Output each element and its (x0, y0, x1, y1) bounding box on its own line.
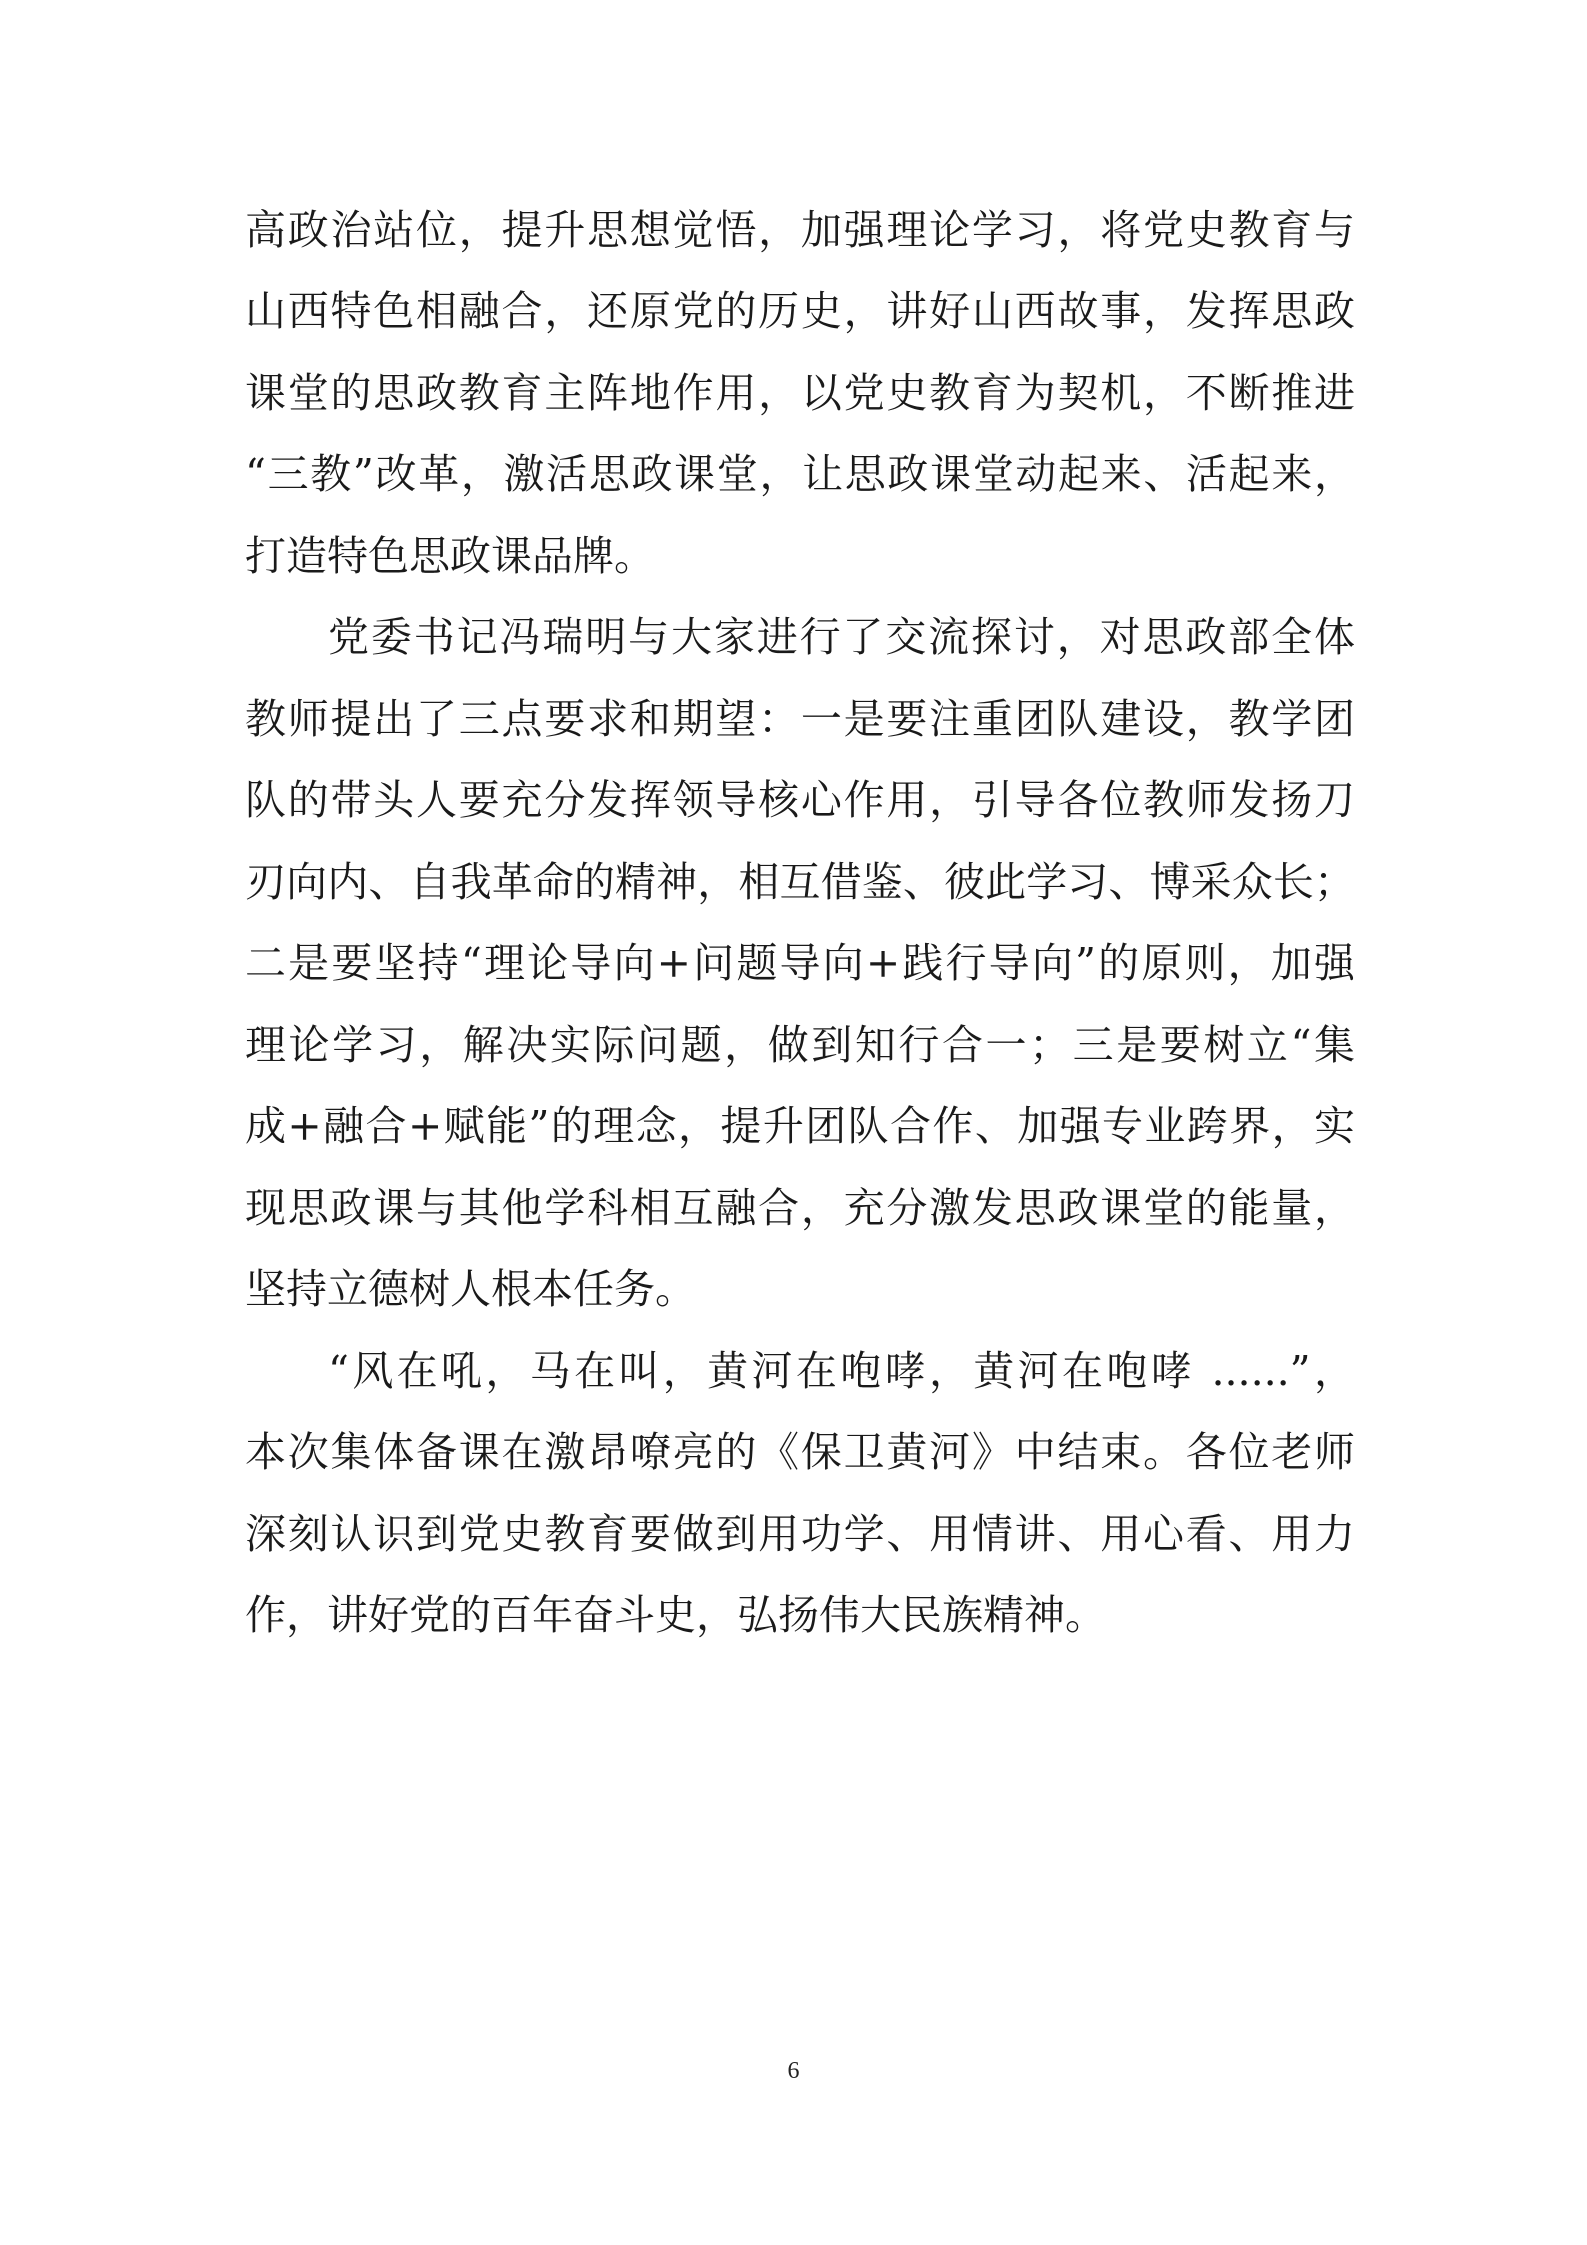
text-line: 刃向内、自我革命的精神，相互借鉴、彼此学习、博采众长； (245, 858, 1355, 906)
text-line: “三教”改革，激活思政课堂，让思政课堂动起来、活起来， (245, 450, 1355, 498)
text-line: 作，讲好党的百年奋斗史，弘扬伟大民族精神。 (245, 1591, 1106, 1639)
text-line: “风在吼，马在叫，黄河在咆哮，黄河在咆哮 ......”， (328, 1347, 1355, 1395)
text-line: 深刻认识到党史教育要做到用功学、用情讲、用心看、用力 (245, 1510, 1355, 1558)
page-number: 6 (787, 2058, 800, 2084)
text-line: 理论学习，解决实际问题，做到知行合一；三是要树立“集 (245, 1021, 1355, 1069)
text-line: 打造特色思政课品牌。 (245, 532, 655, 580)
text-line: 本次集体备课在激昂嘹亮的《保卫黄河》中结束。各位老师 (245, 1428, 1355, 1476)
text-line: 二是要坚持“理论导向+问题导向+践行导向”的原则，加强 (245, 939, 1355, 987)
text-line: 党委书记冯瑞明与大家进行了交流探讨，对思政部全体 (328, 613, 1355, 661)
text-line: 教师提出了三点要求和期望：一是要注重团队建设，教学团 (245, 695, 1355, 743)
text-line: 课堂的思政教育主阵地作用，以党史教育为契机，不断推进 (245, 369, 1355, 417)
text-line: 山西特色相融合，还原党的历史，讲好山西故事，发挥思政 (245, 287, 1355, 335)
text-line: 坚持立德树人根本任务。 (245, 1265, 696, 1313)
text-line: 高政治站位，提升思想觉悟，加强理论学习，将党史教育与 (245, 206, 1355, 254)
text-line: 成+融合+赋能”的理念，提升团队合作、加强专业跨界，实 (245, 1102, 1355, 1150)
text-line: 现思政课与其他学科相互融合，充分激发思政课堂的能量， (245, 1184, 1355, 1232)
text-line: 队的带头人要充分发挥领导核心作用，引导各位教师发扬刀 (245, 776, 1355, 824)
